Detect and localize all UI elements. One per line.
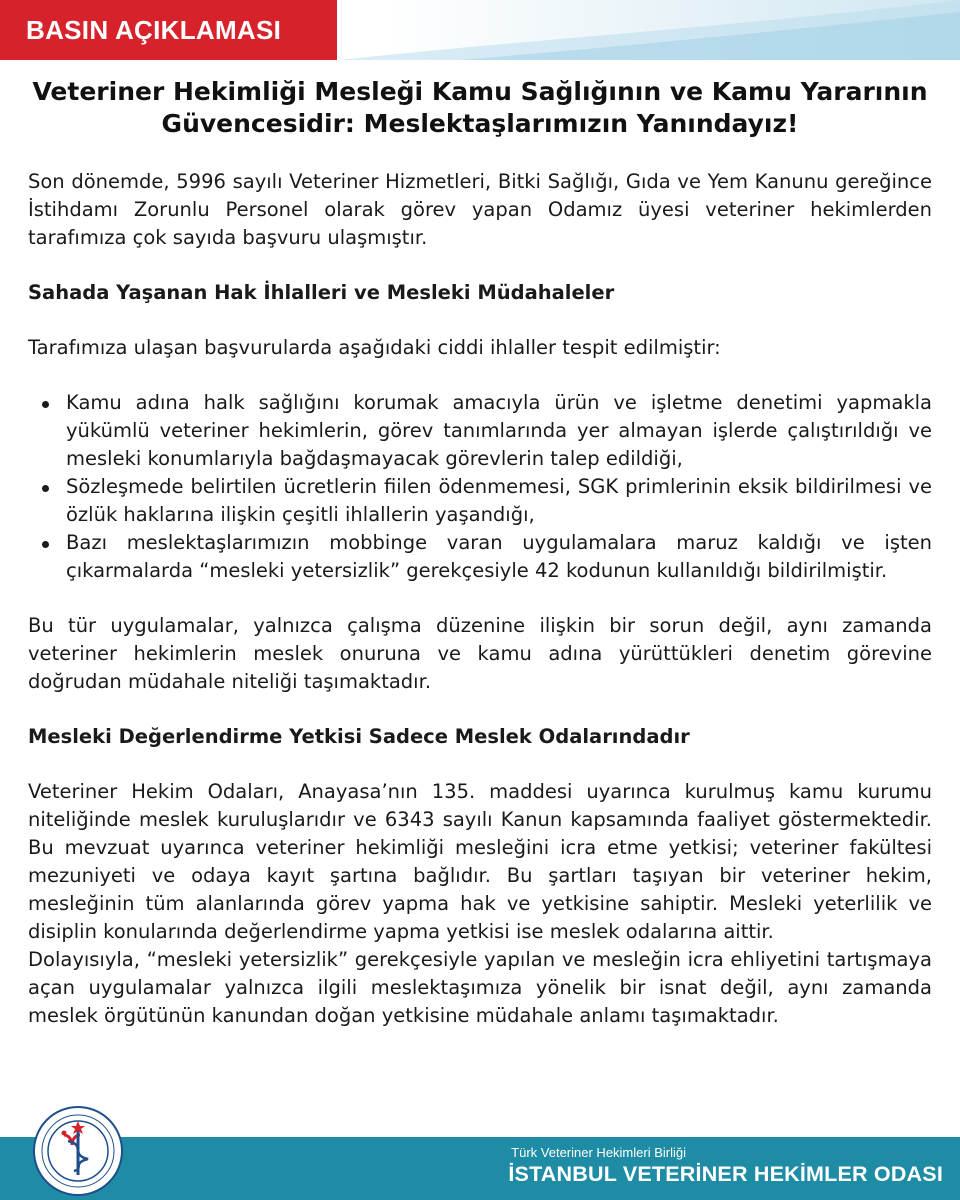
section-heading-authority: Mesleki Değerlendirme Yetkisi Sadece Meslek Odalarındadır [28, 725, 690, 748]
list-item: Sözleşmede belirtilen ücretlerin fiilen ödenmemesi, SGK primlerinin eksik bildirilmesi ve özlük haklarına ilişkin çeşitli ihlallerin yaşandığı, [66, 473, 932, 529]
banner-wave-decoration [340, 0, 960, 60]
page-title [0, 76, 960, 140]
violation-list [28, 389, 932, 585]
footer-union-name: Türk Veteriner Hekimleri Birliği [511, 1145, 686, 1160]
title-line-2: Güvencesidir: Meslektaşlarımızın Yanındayız! [161, 109, 799, 138]
intro-paragraph: Son dönemde, 5996 sayılı Veteriner Hizmetleri, Bitki Sağlığı, Gıda ve Yem Kanunu gereğince İstihdamı Zorunlu Personel olarak görev yapan Odamız üyesi veteriner hekimlerden tarafımıza çok sayıda başvuru ulaşmıştır. [28, 170, 932, 249]
chamber-logo-icon [32, 1105, 124, 1197]
list-item: Kamu adına halk sağlığını korumak amacıyla ürün ve işletme denetimi yapmakla yükümlü veteriner hekimlerin, görev tanımlarında yer almayan işlerde çalıştırıldığı ve mesleki konumlarıyla bağdaşmayacak görevlerin talep edildiği, [66, 389, 932, 473]
impact-paragraph: Bu tür uygulamalar, yalnızca çalışma düzenine ilişkin bir sorun değil, aynı zamanda veteriner hekimlerin meslek onuruna ve kamu adına yürüttükleri denetim görevine doğrudan müdahale niteliği taşımaktadır. [28, 614, 932, 693]
article-body [28, 168, 932, 1030]
section-lead: Tarafımıza ulaşan başvurularda aşağıdaki ciddi ihlaller tespit edilmiştir: [28, 336, 721, 359]
conclusion-paragraph: Dolayısıyla, “mesleki yetersizlik” gerekçesiyle yapılan ve mesleğin icra ehliyetini tartışmaya açan uygulamalar yalnızca ilgili meslektaşımıza yönelik bir isnat değil, aynı zamanda meslek örgütünün kanundan doğan yetkisine müdahale anlamı taşımaktadır. [28, 948, 932, 1027]
list-item: Bazı meslektaşlarımızın mobbinge varan uygulamalara maruz kaldığı ve işten çıkarmalarda “mesleki yetersizlik” gerekçesiyle 42 kodunun kullanıldığı bildirilmiştir. [66, 529, 932, 585]
press-release-tag: BASIN AÇIKLAMASI [0, 0, 337, 60]
section-heading-violations: Sahada Yaşanan Hak İhlalleri ve Mesleki Müdahaleler [28, 281, 615, 304]
authority-paragraph: Veteriner Hekim Odaları, Anayasa’nın 135. maddesi uyarınca kurulmuş kamu kurumu niteliğinde meslek kuruluşlarıdır ve 6343 sayılı Kanun kapsamında faaliyet göstermektedir. Bu mevzuat uyarınca veteriner hekimliği mesleğini icra etme yetkisi; veteriner fakültesi mezuniyeti ve odaya kayıt şartına bağlıdır. Bu şartları taşıyan bir veteriner hekim, mesleğinin tüm alanlarında görev yapma hak ve yetkisine sahiptir. Mesleki yeterlilik ve disiplin konularında değerlendirme yapma yetkisi ise meslek odalarına aittir. [28, 780, 932, 943]
footer-chamber-name: İSTANBUL VETERİNER HEKİMLER ODASI [508, 1162, 943, 1186]
title-line-1: Veteriner Hekimliği Mesleği Kamu Sağlığının ve Kamu Yararının [32, 77, 928, 106]
